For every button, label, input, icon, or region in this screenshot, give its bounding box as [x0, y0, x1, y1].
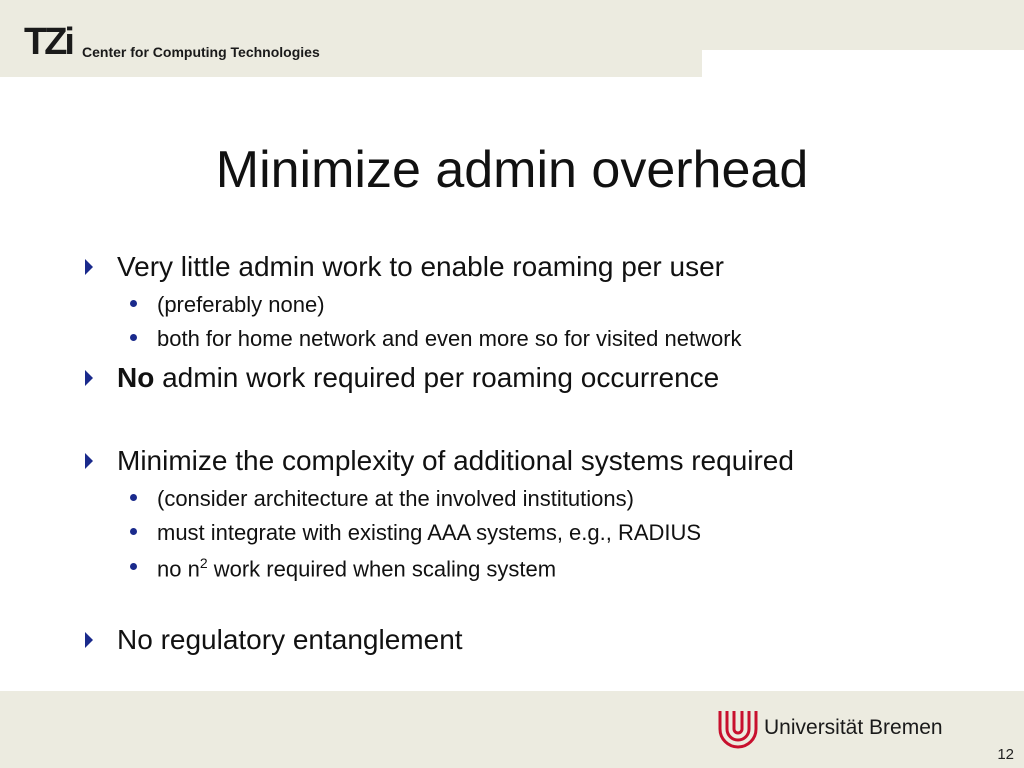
header-band: [0, 0, 702, 77]
bullet-dot-icon: [130, 300, 137, 307]
sub-bullet-text: (preferably none): [157, 292, 325, 317]
sub-bullet-text: (consider architecture at the involved institutions): [157, 486, 634, 511]
sub-text-after: work required when scaling system: [207, 556, 557, 582]
sub-bullet-text: [157, 555, 556, 582]
sub-bullet-text: both for home network and even more so for visited network: [157, 326, 742, 351]
bullet-dot-icon: [130, 494, 137, 501]
bullet-text: Minimize the complexity of additional systems required: [117, 445, 794, 476]
bullet-dot-icon: [130, 563, 137, 570]
tzi-logo: [24, 22, 78, 58]
triangle-right-icon: [82, 362, 96, 401]
slide-title: Minimize admin overhead: [215, 141, 809, 199]
sub-text-before: no n: [157, 556, 200, 582]
header-band-tail: [702, 0, 1024, 50]
bullet-text: [117, 362, 719, 394]
triangle-right-icon: [82, 624, 96, 663]
bullet-rest-text: admin work required per roaming occurrence: [154, 362, 720, 393]
bullet-text: No regulatory entanglement: [117, 624, 463, 655]
sub-bullet-text: must integrate with existing AAA systems, e.g., RADIUS: [157, 520, 702, 545]
triangle-right-icon: [82, 251, 96, 290]
triangle-right-icon: [82, 445, 96, 484]
bullet-text: Very little admin work to enable roaming per user: [117, 251, 724, 282]
tzi-tagline: Center for Computing Technologies: [82, 44, 320, 60]
university-name: Universität Bremen: [764, 716, 943, 739]
svg-text:TZi: TZi: [24, 22, 72, 58]
bullet-bold-text: No: [117, 362, 155, 393]
page-number: 12: [997, 746, 1014, 763]
superscript: 2: [199, 555, 208, 571]
university-logo-icon: [716, 707, 760, 751]
bullet-dot-icon: [130, 334, 137, 341]
bullet-dot-icon: [130, 528, 137, 535]
